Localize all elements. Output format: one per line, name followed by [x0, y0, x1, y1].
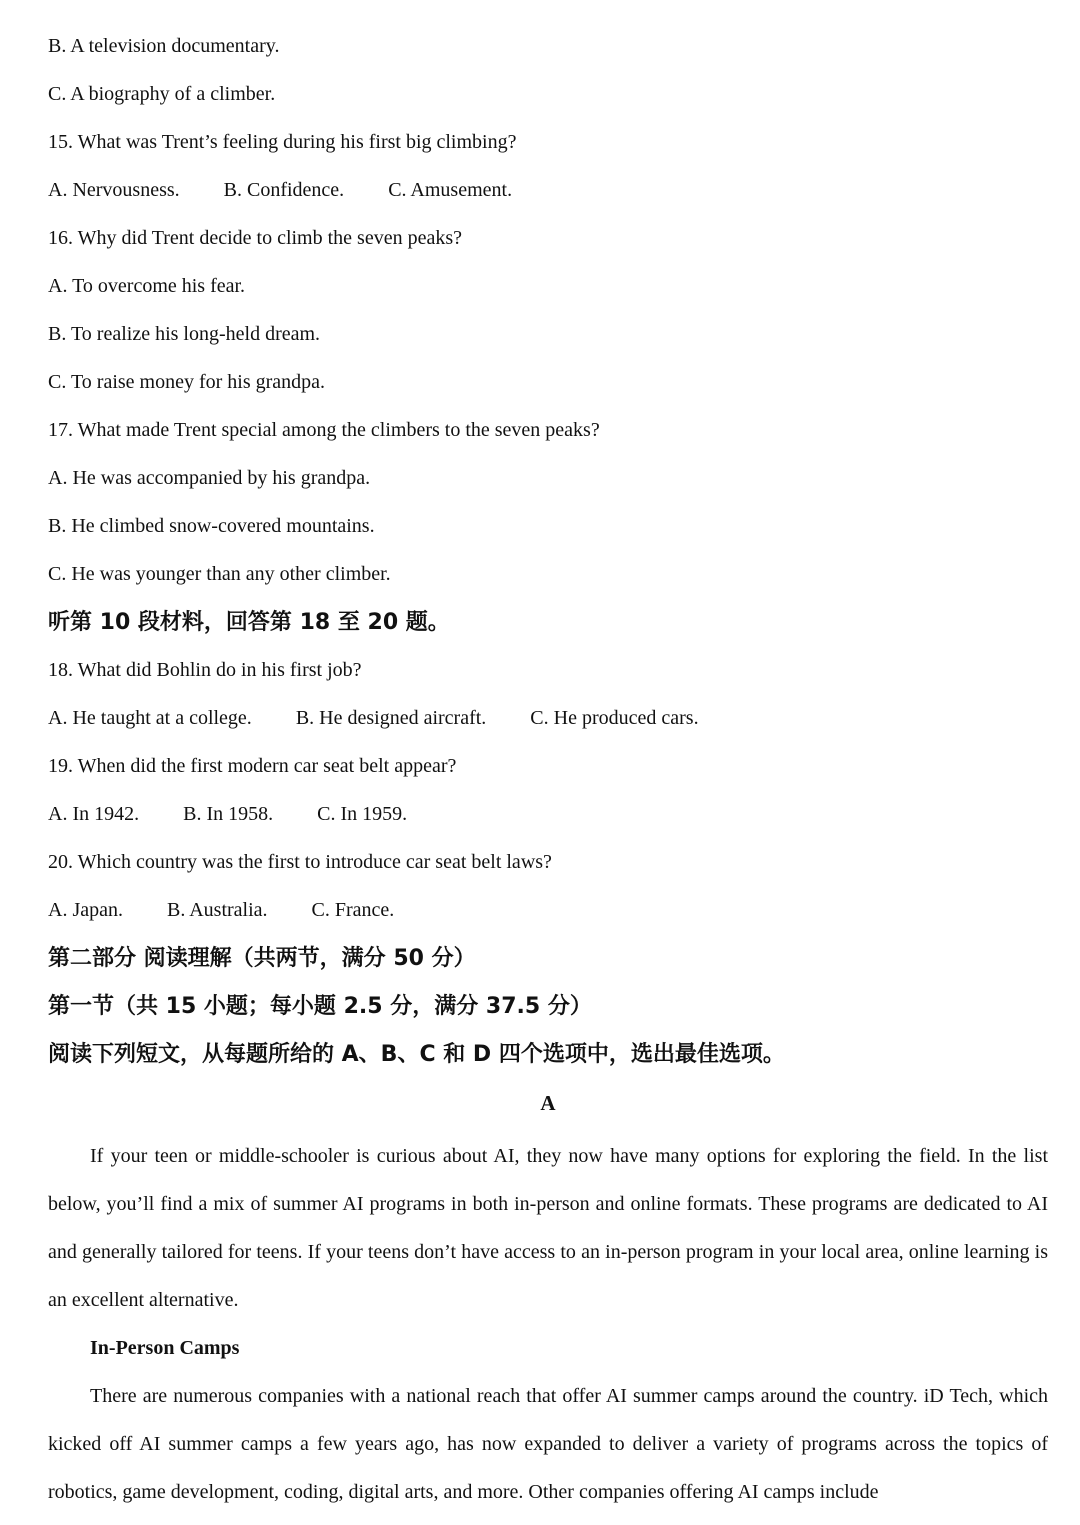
section-10-heading: 听第 10 段材料，回答第 18 至 20 题。	[48, 610, 450, 635]
question-17: 17. What made Trent special among the climbers to the seven peaks?	[48, 419, 600, 441]
q14-option-b: B. A television documentary.	[48, 35, 280, 57]
part-2-heading: 第二部分 阅读理解（共两节，满分 50 分）	[48, 946, 476, 971]
question-15: 15. What was Trent’s feeling during his first big climbing?	[48, 131, 517, 153]
q15-option-a: A. Nervousness.	[48, 179, 180, 201]
q19-option-c: C. In 1959.	[317, 803, 408, 825]
reading-instructions: 阅读下列短文，从每题所给的 A、B、C 和 D 四个选项中，选出最佳选项。	[48, 1042, 785, 1067]
q17-option-a: A. He was accompanied by his grandpa.	[48, 467, 371, 489]
q18-option-c: C. He produced cars.	[530, 707, 699, 729]
exam-page	[48, 28, 1048, 1516]
question-20: 20. Which country was the first to introduce car seat belt laws?	[48, 851, 552, 873]
q16-option-b: B. To realize his long-held dream.	[48, 323, 321, 345]
q19-option-b: B. In 1958.	[183, 803, 274, 825]
q16-option-a: A. To overcome his fear.	[48, 275, 246, 297]
q20-option-a: A. Japan.	[48, 899, 123, 921]
q17-option-b: B. He climbed snow-covered mountains.	[48, 515, 375, 537]
q20-option-b: B. Australia.	[166, 899, 268, 921]
q20-option-c: C. France.	[311, 899, 395, 921]
q14-option-c: C. A biography of a climber.	[48, 83, 276, 105]
q19-options	[48, 796, 1048, 844]
q15-option-c: C. Amusement.	[388, 179, 513, 201]
passage-paragraph-2: There are numerous companies with a national reach that offer AI summer camps around the country. iD Tech, which kicked off AI summer camps a few years ago, has now expanded to deliver a variety of programs across the topics of robotics, game development, coding, digital arts, and more. Other companies offering AI camps include	[48, 1385, 1048, 1503]
q18-options	[48, 700, 1048, 748]
passage-subheading: In-Person Camps	[90, 1337, 240, 1359]
passage-label: A	[540, 1091, 556, 1115]
passage-paragraph-1: If your teen or middle-schooler is curious about AI, they now have many options for exploring the field. In the list below, you’ll find a mix of summer AI programs in both in-person and online formats. These programs are dedicated to AI and generally tailored for teens. If your teens don’t have access to an in-person program in your local area, online learning is an excellent alternative.	[48, 1145, 1048, 1311]
part-2-section-1-heading: 第一节（共 15 小题；每小题 2.5 分，满分 37.5 分）	[48, 994, 592, 1019]
q15-option-b: B. Confidence.	[223, 179, 345, 201]
q18-option-b: B. He designed aircraft.	[295, 707, 487, 729]
q20-options	[48, 892, 1048, 940]
q15-options	[48, 172, 1048, 220]
question-18: 18. What did Bohlin do in his first job?	[48, 659, 362, 681]
q18-option-a: A. He taught at a college.	[48, 707, 252, 729]
question-16: 16. Why did Trent decide to climb the seven peaks?	[48, 227, 462, 249]
q17-option-c: C. He was younger than any other climber.	[48, 563, 391, 585]
q19-option-a: A. In 1942.	[48, 803, 140, 825]
q16-option-c: C. To raise money for his grandpa.	[48, 371, 326, 393]
question-19: 19. When did the first modern car seat belt appear?	[48, 755, 457, 777]
